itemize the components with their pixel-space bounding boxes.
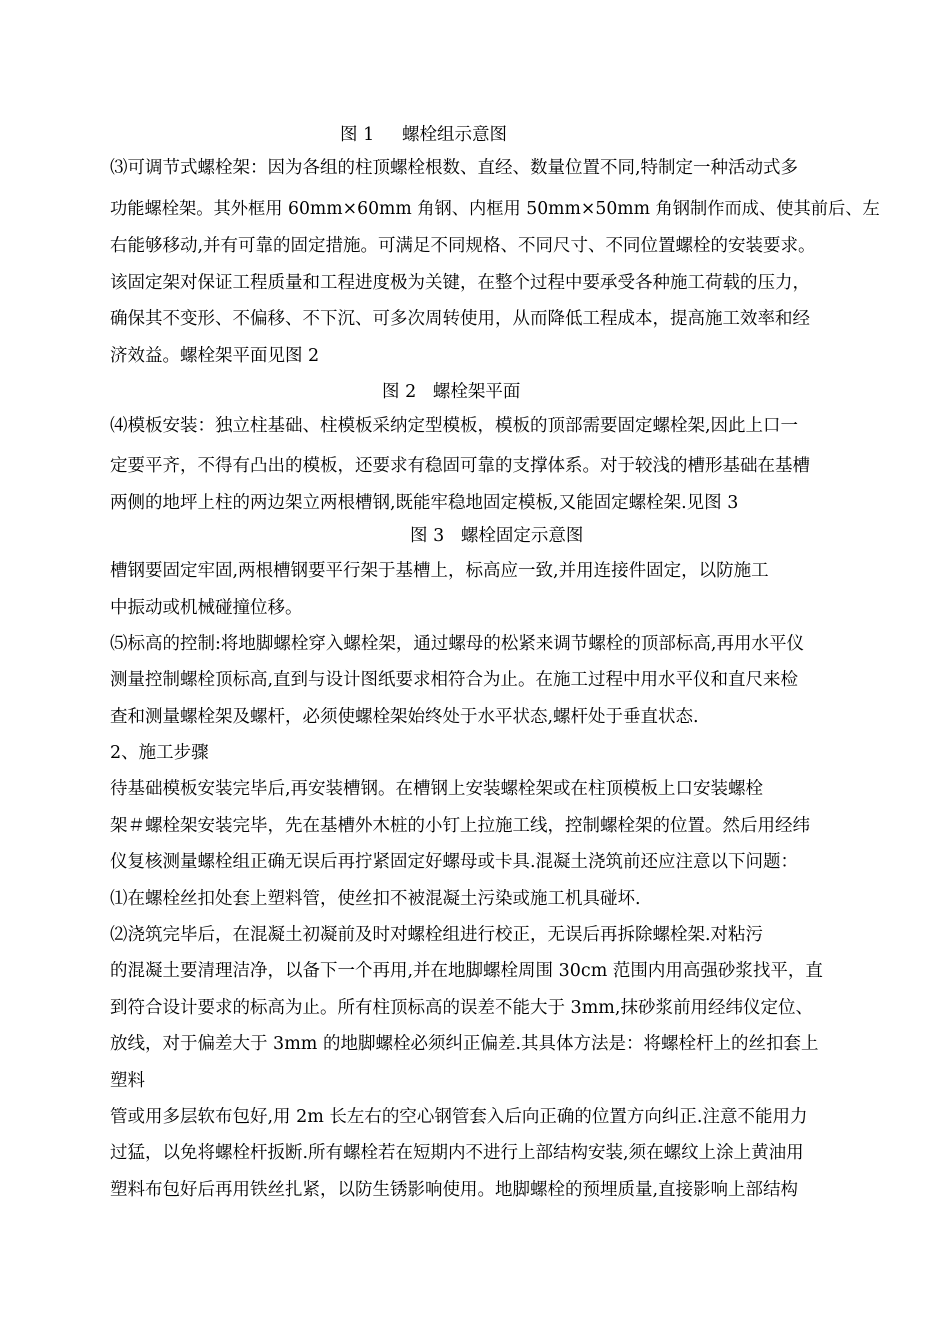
text-line: 到符合设计要求的标高为止。所有柱顶标高的误差不能大于 3mm,抹砂浆前用经纬仪定位、 (110, 998, 813, 1018)
text-line: 塑料 (110, 1071, 145, 1091)
text-line: 待基础模板安装完毕后,再安装槽钢。在槽钢上安装螺栓架或在柱顶模板上口安装螺栓 (110, 779, 764, 799)
text-line: 两侧的地坪上柱的两边架立两根槽钢,既能牢稳地固定模板,又能固定螺栓架.见图 3 (110, 493, 739, 513)
text-line: 该固定架对保证工程质量和工程进度极为关键，在整个过程中要承受各种施工荷载的压力， (110, 273, 810, 293)
text-line: 定要平齐，不得有凸出的模板，还要求有稳固可靠的支撑体系。对于较浅的槽形基础在基槽 (110, 456, 810, 476)
text-line: 管或用多层软布包好,用 2m 长左右的空心钢管套入后向正确的位置方向纠正.注意不能用力 (110, 1107, 808, 1127)
text-line: 仪复核测量螺栓组正确无误后再拧紧固定好螺母或卡具.混凝土浇筑前还应注意以下问题： (110, 852, 799, 872)
text-line: 功能螺栓架。其外框用 60mm×60mm 角钢、内框用 50mm×50mm 角钢制作而成、使其前后、左 (110, 199, 880, 219)
text-line: ⑷模板安装：独立柱基础、柱模板采纳定型模板，模板的顶部需要固定螺栓架,因此上口一 (110, 416, 799, 436)
text-line: 济效益。螺栓架平面见图 2 (110, 346, 320, 366)
figure-1-caption: 图 1 螺栓组示意图 (340, 125, 508, 145)
figure-3-caption: 图 3 螺栓固定示意图 (410, 526, 584, 546)
text-line: ⑵浇筑完毕后，在混凝土初凝前及时对螺栓组进行校正，无误后再拆除螺栓架.对粘污 (110, 925, 764, 945)
text-line: 查和测量螺栓架及螺杆，必须使螺栓架始终处于水平状态,螺杆处于垂直状态. (110, 707, 699, 727)
text-line: 架＃螺栓架安装完毕，先在基槽外木桩的小钉上拉施工线，控制螺栓架的位置。然后用经纬 (110, 816, 810, 836)
text-line: 测量控制螺栓顶标高,直到与设计图纸要求相符合为止。在施工过程中用水平仪和直尺来检 (110, 670, 799, 690)
text-line: 确保其不变形、不偏移、不下沉、可多次周转使用，从而降低工程成本，提高施工效率和经 (110, 309, 810, 329)
text-line: ⑸标高的控制:将地脚螺栓穿入螺栓架，通过螺母的松紧来调节螺栓的顶部标高,再用水平仪 (110, 634, 804, 654)
text-line: 中振动或机械碰撞位移。 (110, 598, 303, 618)
text-line: 放线，对于偏差大于 3mm 的地脚螺栓必须纠正偏差.其具体方法是：将螺栓杆上的丝扣套上 (110, 1034, 819, 1054)
text-line: 塑料布包好后再用铁丝扎紧，以防生锈影响使用。地脚螺栓的预埋质量,直接影响上部结构 (110, 1180, 799, 1200)
text-line: ⑶可调节式螺栓架：因为各组的柱顶螺栓根数、直经、数量位置不同,特制定一种活动式多 (110, 158, 799, 178)
text-line: ⑴在螺栓丝扣处套上塑料管，使丝扣不被混凝土污染或施工机具碰坏. (110, 889, 641, 909)
text-line: 右能够移动,并有可靠的固定措施。可满足不同规格、不同尺寸、不同位置螺栓的安装要求。 (110, 236, 816, 256)
text-line: 过猛，以免将螺栓杆扳断.所有螺栓若在短期内不进行上部结构安装,须在螺纹上涂上黄油用 (110, 1143, 804, 1163)
section-heading: 2、施工步骤 (110, 743, 209, 763)
text-line: 的混凝土要清理洁净，以备下一个再用,并在地脚螺栓周围 30cm 范围内用高强砂浆找平，直 (110, 961, 823, 981)
text-line: 槽钢要固定牢固,两根槽钢要平行架于基槽上，标高应一致,并用连接件固定，以防施工 (110, 561, 769, 581)
figure-2-caption: 图 2 螺栓架平面 (382, 382, 521, 402)
